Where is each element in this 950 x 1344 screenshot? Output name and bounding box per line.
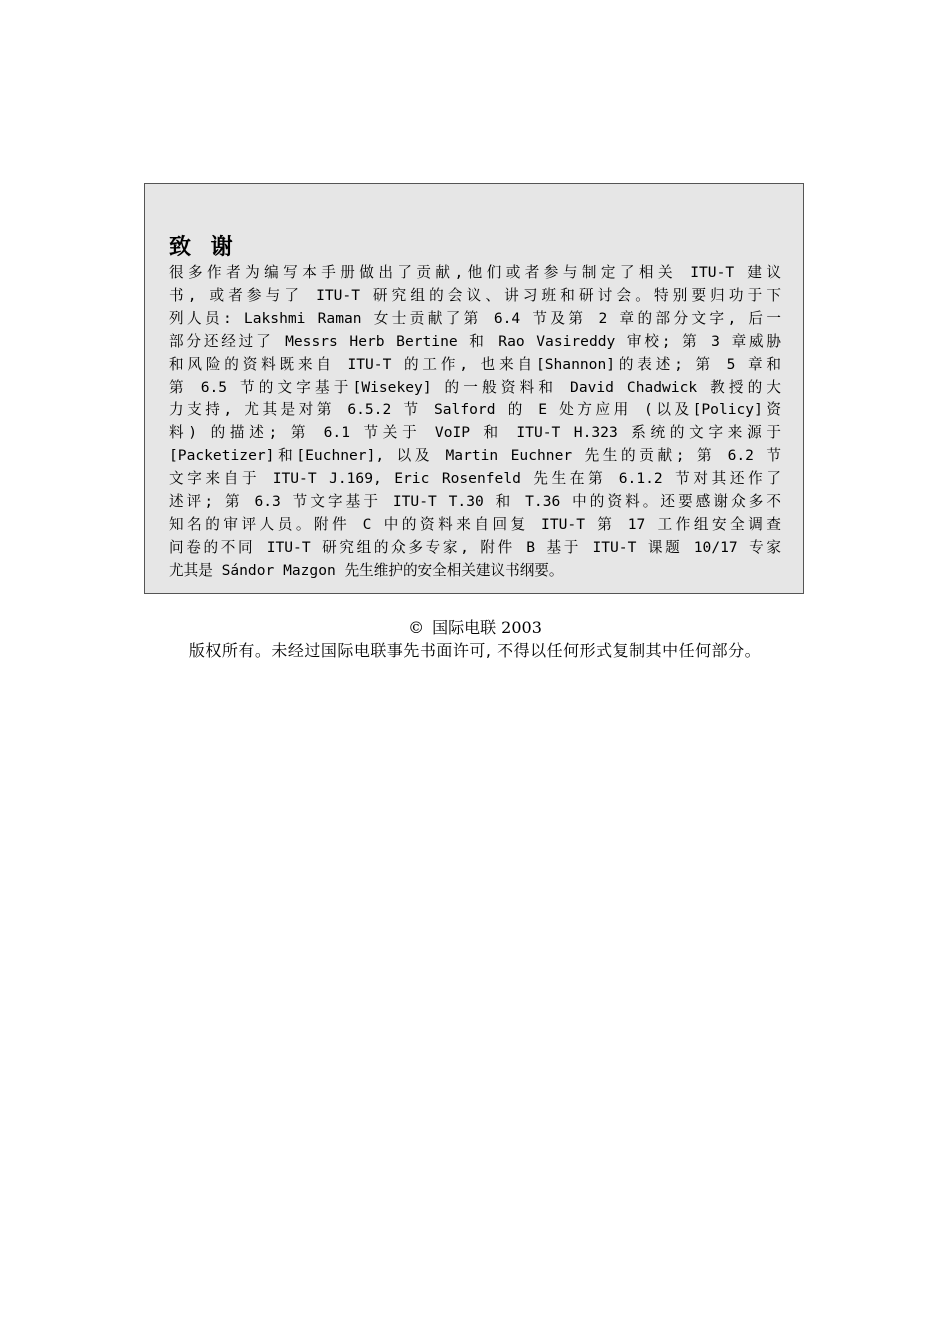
rights-statement: 版权所有。未经过国际电联事先书面许可, 不得以任何形式复制其中任何部分。 [188, 641, 762, 660]
acknowledgements-line: 知名的审评人员。附件 C 中的资料来自回复 ITU-T 第 17 工作组安全调查 [169, 515, 781, 533]
acknowledgements-line: 书, 或者参与了 ITU-T 研究组的会议、讲习班和研讨会。特别要归功于下 [169, 286, 781, 304]
copyright-text: 国际电联 2003 [432, 618, 542, 637]
acknowledgements-line: 尤其是 Sándor Mazgon 先生维护的安全相关建议书纲要。 [169, 561, 564, 579]
acknowledgements-line: 部分还经过了 Messrs Herb Bertine 和 Rao Vasireddy 审校; 第 3 章威胁 [169, 332, 781, 350]
acknowledgements-line: 力支持, 尤其是对第 6.5.2 节 Salford 的 E 处方应用 (以及[Policy]资 [169, 401, 781, 419]
acknowledgements-line: 述评; 第 6.3 节文字基于 ITU-T T.30 和 T.36 中的资料。还要感谢众多不 [169, 493, 781, 511]
acknowledgements-line: 问卷的不同 ITU-T 研究组的众多专家, 附件 B 基于 ITU-T 课题 10/17 专家 [169, 538, 781, 556]
acknowledgements-line: 料) 的描述; 第 6.1 节关于 VoIP 和 ITU-T H.323 系统的文字来源于 [169, 424, 781, 442]
acknowledgements-line: 和风险的资料既来自 ITU-T 的工作, 也来自[Shannon]的表述; 第 5 章和 [169, 355, 781, 373]
acknowledgements-line: 第 6.5 节的文字基于[Wisekey] 的一般资料和 David Chadwick 教授的大 [169, 378, 781, 396]
acknowledgements-line: 很多作者为编写本手册做出了贡献,他们或者参与制定了相关 ITU-T 建议 [169, 264, 781, 281]
acknowledgements-line: 列人员: Lakshmi Raman 女士贡献了第 6.4 节及第 2 章的部分文字, 后一 [169, 309, 781, 327]
copyright-icon: © [408, 618, 425, 637]
acknowledgements-title: 致 谢 [169, 235, 239, 260]
acknowledgements-box [144, 183, 804, 594]
copyright-notice [0, 617, 950, 639]
acknowledgements-line: [Packetizer]和[Euchner], 以及 Martin Euchner 先生的贡献; 第 6.2 节 [169, 447, 781, 465]
acknowledgements-line: 文字来自于 ITU-T J.169, Eric Rosenfeld 先生在第 6.1.2 节对其还作了 [169, 470, 781, 488]
acknowledgements-text [169, 262, 781, 583]
